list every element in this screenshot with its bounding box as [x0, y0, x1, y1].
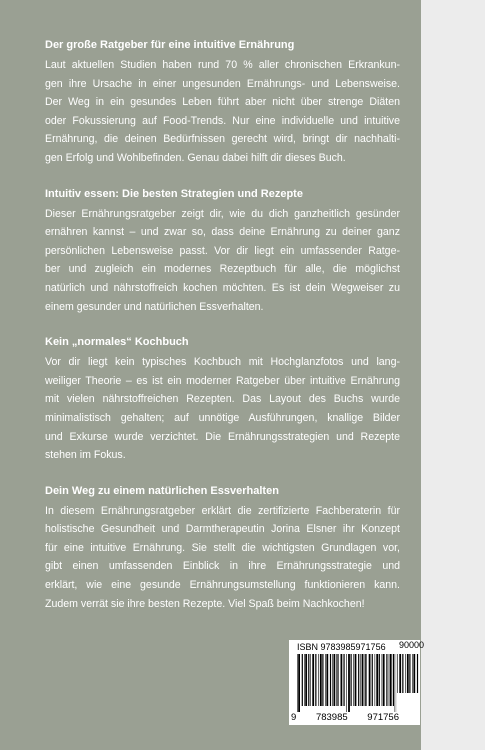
- barcode-bar: [417, 654, 418, 693]
- text-line: und Exkurse wurde verzichtet. Die Ernährungsstrategien und Rezepte: [45, 430, 400, 443]
- section-paragraph: [45, 205, 400, 317]
- barcode-bar: [383, 654, 385, 706]
- barcode-bar: [413, 654, 415, 693]
- text-line: persönlichen Lebensweise passt. Vor dir liegt ein umfassender Ratge-: [45, 244, 400, 257]
- text-line: Ernährung, die deinen Bedürfnissen gerecht wird, bringt dir nachhalti-: [45, 133, 400, 146]
- section-heading: Dein Weg zu einem natürlichen Essverhalten: [45, 484, 279, 497]
- barcode-bar: [322, 654, 323, 706]
- barcode-bar: [386, 654, 387, 706]
- barcode-bar: [305, 654, 307, 706]
- barcode-digit-group-1: 783985: [315, 712, 348, 723]
- text-line: In diesem Ernährungsratgeber erklärt die zertifizierte Fachberaterin für: [45, 504, 400, 517]
- barcode-bar: [358, 654, 359, 706]
- barcode-bar: [399, 654, 401, 693]
- text-line: Laut aktuellen Studien haben rund 70 % aller chronischen Erkrankun-: [45, 59, 400, 71]
- barcode-bar: [341, 654, 343, 706]
- barcode-bar: [302, 654, 303, 706]
- barcode-bar: [333, 654, 335, 706]
- barcode-bar: [325, 654, 326, 706]
- barcode-bar: [389, 654, 390, 706]
- barcode-digit-lead: 9: [291, 712, 297, 723]
- barcode-bar: [407, 654, 409, 693]
- isbn-barcode: [289, 640, 425, 725]
- barcode-bar: [343, 654, 344, 706]
- text-line: minimalistisch gehalten; auf unnötige Ausführungen, knallige Bilder: [45, 411, 400, 424]
- barcode-bar: [402, 654, 403, 693]
- addon-barcode-bars: [397, 654, 419, 699]
- barcode-digits: [291, 712, 399, 723]
- text-line: Dieser Ernährungsratgeber zeigt dir, wie du dich ganzheitlich gesünder: [45, 207, 400, 220]
- barcode-bar: [318, 654, 319, 706]
- barcode-bar: [304, 654, 305, 706]
- barcode-bar: [320, 654, 322, 706]
- barcode-bar: [379, 654, 380, 706]
- text-line: mit vielen nährstoffreichen Rezepten. Das Layout des Buchs wurde: [45, 393, 400, 406]
- barcode-bar: [382, 654, 383, 706]
- barcode-bar: [390, 654, 392, 706]
- barcode-bar: [326, 654, 328, 706]
- text-line: oder Fokussierung auf Food-Trends. Nur eine individuelle und intuitive: [45, 114, 400, 127]
- text-line: für eine intuitive Ernährung. Sie stellt die wichtigsten Grundlagen vor,: [45, 541, 400, 554]
- text-line: gibt einen umfassenden Einblick in ihre Ernährungsstrategie und: [45, 560, 400, 573]
- text-line: erklärt, wie eine gesunde Ernährungsumstellung funktionieren kann.: [45, 579, 400, 592]
- section-2: [45, 187, 400, 317]
- barcode-bar: [338, 654, 339, 706]
- section-paragraph: [45, 502, 400, 614]
- barcode-bar: [366, 654, 367, 706]
- section-heading: Kein „normales“ Kochbuch: [45, 336, 189, 349]
- barcode-bar: [375, 654, 376, 706]
- barcode-bar: [308, 654, 309, 706]
- barcode-bar: [376, 654, 378, 706]
- section-1: [45, 38, 400, 168]
- text-line: stehen im Fokus.: [45, 449, 126, 462]
- section-heading: Der große Ratgeber für eine intuitive Ernährung: [45, 39, 295, 51]
- price-addon-label: 90000: [399, 640, 425, 650]
- section-paragraph: [45, 56, 400, 168]
- text-line: Vor dir liegt kein typisches Kochbuch mit Hochglanzfotos und lang-: [45, 356, 400, 369]
- barcode-bar: [409, 654, 410, 693]
- barcode-bar: [310, 654, 311, 706]
- text-line: gen ihre Ursache in einer ungesunden Ernährungs- und Lebensweise.: [45, 77, 400, 90]
- section-paragraph: [45, 353, 400, 465]
- barcode-bar: [332, 654, 333, 706]
- barcode-bar: [355, 654, 357, 706]
- barcode-bar: [393, 654, 394, 706]
- barcode-bar: [312, 654, 314, 706]
- text-line: ernähren kannst – und zwar so, dass deine Ernährung zu deiner ganz: [45, 226, 400, 239]
- text-line: gen Erfolg und Wohlbefinden. Genau dabei hilft dir dieses Buch.: [45, 151, 346, 164]
- barcode-bar: [362, 654, 364, 706]
- barcode-bar: [353, 654, 354, 706]
- text-line: holistische Gesundheit und Darmtherapeutin Jorina Elsner ihr Konzept: [45, 523, 400, 536]
- barcode-bars: [297, 654, 397, 712]
- barcode-bar: [360, 654, 361, 706]
- text-line: Zudem verrät sie ihre besten Rezepte. Viel Spaß beim Nachkochen!: [45, 597, 365, 610]
- text-line: natürlich und nährstoffreich kochen möchten. Es ist dein Wegweiser zu: [45, 281, 400, 294]
- text-line: weiliger Theorie – es ist ein moderner Ratgeber über intuitive Ernährung: [45, 374, 400, 387]
- spine-strip: [421, 0, 485, 750]
- text-line: ber und zugleich ein modernes Rezeptbuch für alle, die möglichst: [45, 263, 400, 276]
- isbn-label: ISBN 9783985971756: [297, 642, 386, 652]
- barcode-bar: [412, 654, 413, 693]
- text-line: Der Weg in ein gesundes Leben führt aber nicht über strenge Diäten: [45, 96, 400, 109]
- barcode-bar: [395, 654, 396, 712]
- barcode-bar: [346, 654, 347, 712]
- barcode-bar: [348, 654, 350, 712]
- barcode-bar: [297, 654, 298, 712]
- text-line: einem gesunder und natürlichen Essverhalten.: [45, 300, 264, 313]
- barcode-digit-group-2: 971756: [367, 712, 399, 723]
- barcode-bar: [397, 654, 398, 693]
- section-4: [45, 484, 400, 614]
- barcode-bar: [365, 654, 366, 706]
- barcode-bar: [315, 654, 316, 706]
- section-heading: Intuitiv essen: Die besten Strategien und Rezepte: [45, 187, 303, 200]
- barcode-bar: [351, 654, 352, 706]
- barcode-bar: [298, 654, 300, 712]
- barcode-bar: [405, 654, 406, 693]
- barcode-bar: [372, 654, 373, 706]
- back-cover-text: [45, 38, 400, 632]
- barcode-bar: [336, 654, 337, 706]
- barcode-bar: [369, 654, 371, 706]
- section-3: [45, 335, 400, 465]
- barcode-bar: [330, 654, 331, 706]
